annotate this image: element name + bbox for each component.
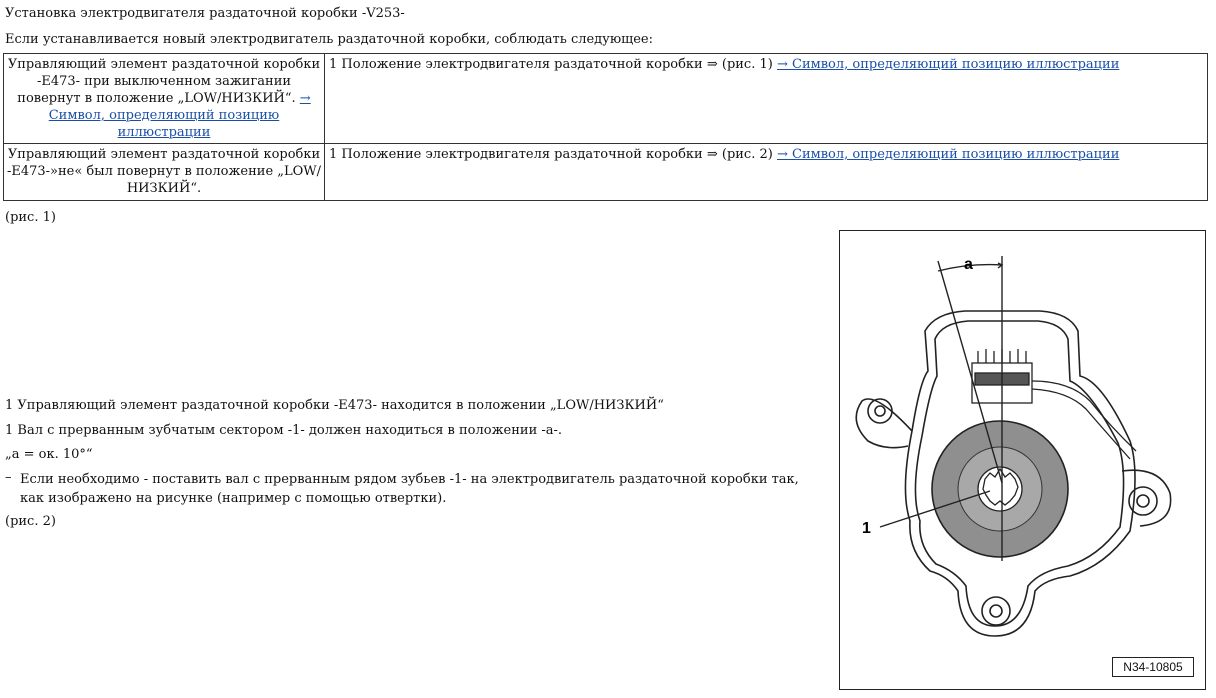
condition-text: Управляющий элемент раздаточной коробки -E473- при выключенном зажигании повернут в положение „LOW/НИЗКИЙ“.	[7, 57, 321, 106]
illustration-link[interactable]: → Символ, определяющий позицию иллюстрации	[48, 91, 311, 140]
condition-table	[3, 53, 1208, 201]
angle-label-a: a	[964, 256, 973, 273]
table-row	[4, 54, 1208, 144]
motor-drawing	[840, 231, 1204, 688]
note-line: 1 Управляющий элемент раздаточной коробки -E473- находится в положении „LOW/НИЗКИЙ“	[5, 398, 664, 413]
condition-cell	[4, 144, 325, 201]
illustration-link[interactable]: → Символ, определяющий позицию иллюстрации	[776, 147, 1120, 162]
motor-illustration	[839, 230, 1206, 690]
condition-text: Управляющий элемент раздаточной коробки -E473-»не« был повернут в положение „LOW/НИЗКИЙ“.	[6, 147, 322, 196]
note-line: 1 Вал с прерванным зубчатым сектором -1- должен находиться в положении -a-.	[5, 423, 563, 438]
action-cell	[325, 144, 1208, 201]
figure-2-reference: (рис. 2)	[5, 514, 56, 529]
illustration-link[interactable]: → Символ, определяющий позицию иллюстрации	[776, 57, 1120, 72]
page-title: Установка электродвигателя раздаточной коробки -V253-	[5, 6, 405, 21]
callout-label-1: 1	[862, 520, 871, 537]
instruction-text: Если необходимо - поставить вал с прерванным рядом зубьев -1- на электродвигатель раздаточной коробки так, как изображено на рисунке (например с помощью отвертки).	[20, 472, 799, 506]
condition-cell	[4, 54, 325, 144]
action-cell	[325, 54, 1208, 144]
action-text: 1 Положение электродвигателя раздаточной коробки ⇒ (рис. 1)	[329, 57, 773, 72]
list-dash: –	[5, 470, 12, 485]
figure-1-reference: (рис. 1)	[5, 210, 56, 225]
table-row	[4, 144, 1208, 201]
action-text: 1 Положение электродвигателя раздаточной коробки ⇒ (рис. 2)	[329, 147, 773, 162]
figure-code: N34-10805	[1112, 657, 1194, 677]
left-mount-ear	[856, 399, 912, 448]
note-line: „a = ок. 10°“	[5, 447, 93, 462]
intro-text: Если устанавливается новый электродвигатель раздаточной коробки, соблюдать следующее:	[5, 32, 654, 47]
